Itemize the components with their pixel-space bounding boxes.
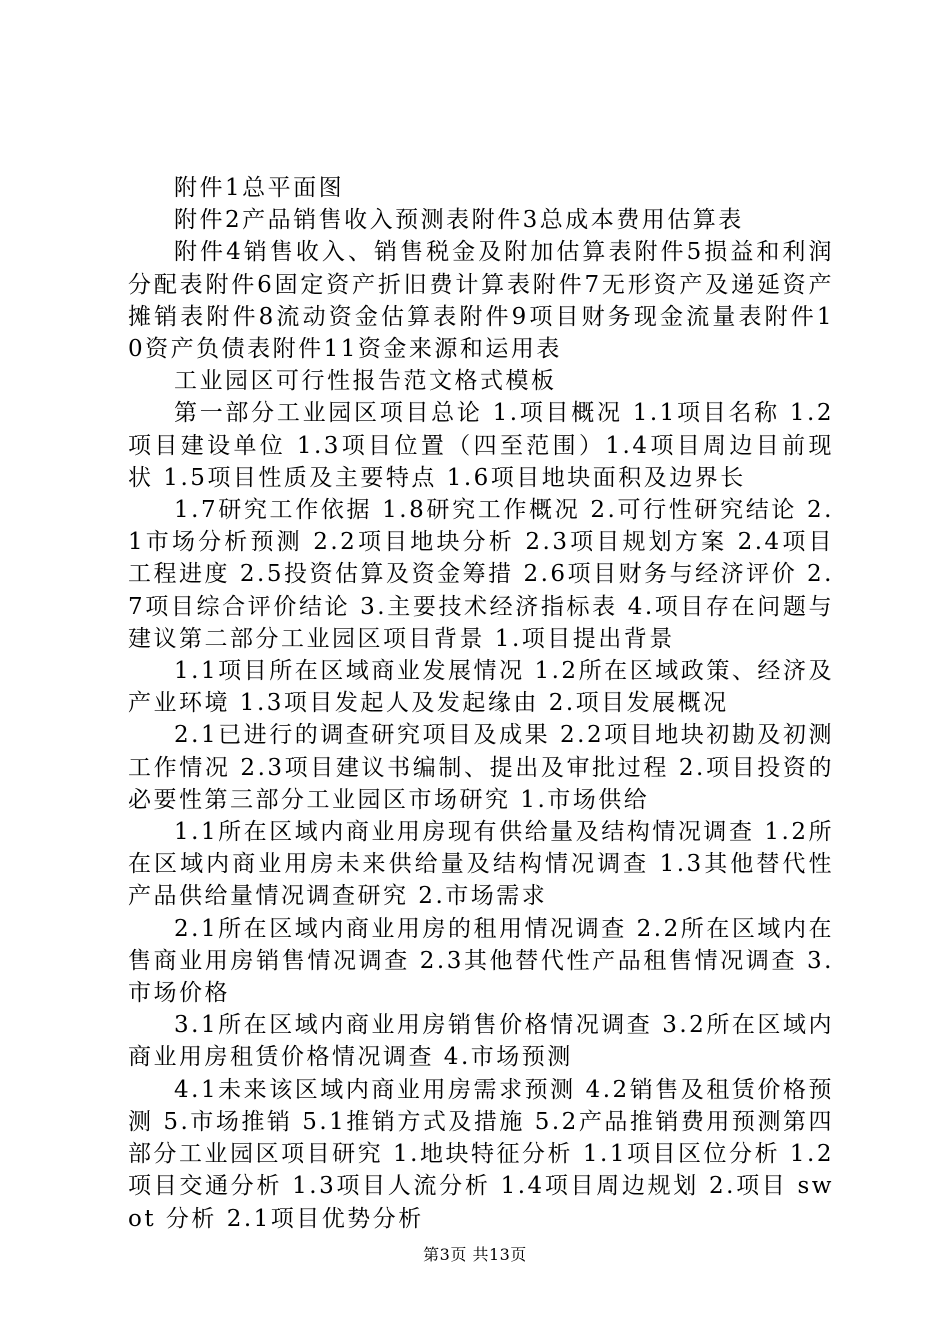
paragraph-part-one-overview: 第一部分工业园区项目总论 1.项目概况 1.1项目名称 1.2项目建设单位 1.3项目位置（四至范围）1.4项目周边目前现状 1.5项目性质及主要特点 1.6项目地块面积及边界长: [128, 400, 834, 491]
paragraph-survey-results: 2.1已进行的调查研究项目及成果 2.2项目地块初勘及初测工作情况 2.3项目建议书编制、提出及审批过程 2.项目投资的必要性第三部分工业园区市场研究 1.市场供给: [128, 722, 834, 813]
paragraph-attachment-4-11: 附件4销售收入、销售税金及附加估算表附件5损益和利润分配表附件6固定资产折旧费计算表附件7无形资产及递延资产摊销表附件8流动资金估算表附件9项目财务现金流量表附件10资产负债表附件11资金来源和运用表: [128, 239, 834, 363]
paragraph-market-price: 3.1所在区域内商业用房销售价格情况调查 3.2所在区域内商业用房租赁价格情况调查 4.市场预测: [128, 1012, 834, 1071]
paragraph-attachment-1: 附件1总平面图: [174, 175, 345, 201]
document-body: [128, 172, 834, 1235]
paragraph-research-basis: 1.7研究工作依据 1.8研究工作概况 2.可行性研究结论 2.1市场分析预测 2.2项目地块分析 2.3项目规划方案 2.4项目工程进度 2.5投资估算及资金筹措 2.6项目财务与经济评价 2.7项目综合评价结论 3.主要技术经济指标表 4.项目存在问题与建议第二部分工业园区项目背景 1.项目提出背景: [128, 497, 834, 652]
paragraph-template-title: 工业园区可行性报告范文格式模板: [174, 368, 557, 395]
paragraph-market-supply: 1.1所在区域内商业用房现有供给量及结构情况调查 1.2所在区域内商业用房未来供给量及结构情况调查 1.3其他替代性产品供给量情况调查研究 2.市场需求: [128, 819, 834, 910]
paragraph-attachment-2-3: 附件2产品销售收入预测表附件3总成本费用估算表: [174, 207, 744, 234]
paragraph-market-forecast: 4.1未来该区域内商业用房需求预测 4.2销售及租赁价格预测 5.市场推销 5.1推销方式及措施 5.2产品推销费用预测第四部分工业园区项目研究 1.地块特征分析 1.1项目区位分析 1.2项目交通分析 1.3项目人流分析 1.4项目周边规划 2.项目 swot 分析 2.1项目优势分析: [128, 1076, 834, 1232]
paragraph-market-demand: 2.1所在区域内商业用房的租用情况调查 2.2所在区域内在售商业用房销售情况调查 2.3其他替代性产品租售情况调查 3.市场价格: [128, 915, 834, 1007]
paragraph-region-development: 1.1项目所在区域商业发展情况 1.2所在区域政策、经济及产业环境 1.3项目发起人及发起缘由 2.项目发展概况: [128, 658, 834, 717]
page-footer: 第3页 共13页: [423, 1245, 527, 1264]
